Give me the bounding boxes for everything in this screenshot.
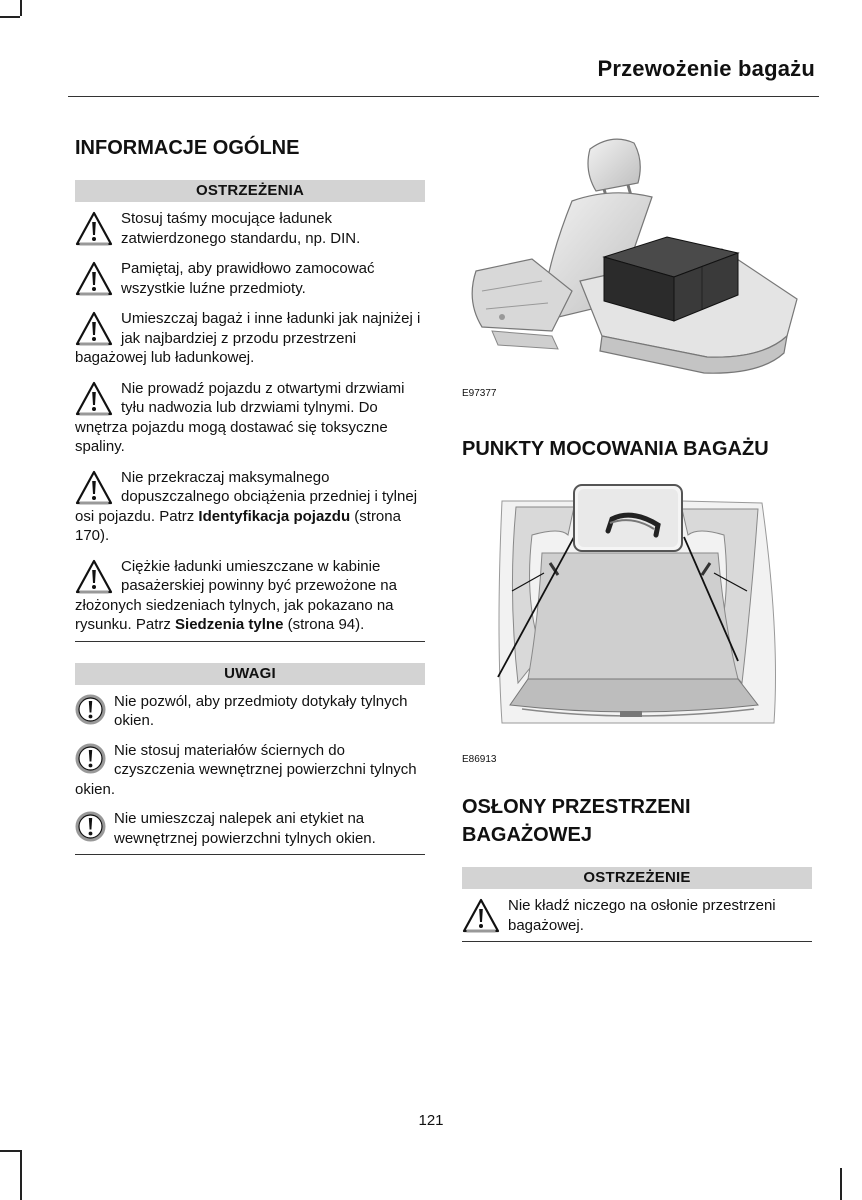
warning-triangle-icon: [75, 470, 113, 506]
right-column: [462, 131, 812, 942]
warning-text: Nie prowadź pojazdu z otwartymi drzwiami tyłu nadwozia lub drzwiami tylnymi. Do wnętrza pojazdu mogą dostawać się toksyczne spaliny.: [75, 379, 405, 455]
warning-item: [75, 259, 425, 298]
warning-triangle-icon: [75, 211, 113, 247]
warning-text-post: (strona 170).: [75, 507, 401, 544]
section-title-luggage-covers: OSŁONY PRZESTRZENI BAGAŻOWEJ: [462, 796, 691, 846]
figure-label: E86913: [462, 754, 497, 765]
crop-mark: [840, 1168, 842, 1200]
figure-luggage-anchor-points: [462, 483, 812, 766]
warning-triangle-icon: [462, 898, 500, 934]
warning-text-post: (strona 94).: [283, 616, 365, 633]
crop-mark: [0, 16, 20, 18]
warning-text: [75, 468, 425, 546]
notes-header: UWAGI: [75, 663, 425, 685]
cross-reference-link[interactable]: Identyfikacja pojazdu: [198, 507, 351, 525]
warning-header: OSTRZEŻENIE: [462, 867, 812, 889]
note-text: Nie umieszczaj nalepek ani etykiet na wewnętrznej powierzchni tylnych okien.: [114, 810, 376, 847]
title-rule: [68, 96, 819, 97]
warning-text: Umieszczaj bagaż i inne ładunki jak najniżej i jak najbardziej z przodu przestrzeni bagażowej lub ładunkowej.: [75, 310, 421, 366]
warning-item: [75, 379, 425, 457]
section-title-general: INFORMACJE OGÓLNE: [75, 137, 300, 159]
warning-text-pre: Nie przekraczaj maksymalnego dopuszczalnego obciążenia przedniej i tylnej osi pojazdu. Patrz: [75, 468, 418, 525]
cross-reference-link[interactable]: Siedzenia tylne: [175, 616, 284, 633]
note-item: [75, 692, 425, 731]
warning-item: [75, 468, 425, 546]
warning-box-covers: [462, 867, 812, 942]
warning-triangle-icon: [75, 559, 113, 595]
notes-box: [75, 663, 425, 856]
note-text: Nie pozwól, aby przedmioty dotykały tylnych okien.: [114, 692, 408, 729]
crop-mark: [0, 1150, 20, 1152]
exclamation-circle-icon: [75, 811, 106, 842]
folded-seat-with-load-illustration: [462, 131, 812, 379]
crop-mark: [20, 1150, 22, 1200]
warning-text: Pamiętaj, aby prawidłowo zamocować wszystkie luźne przedmioty.: [121, 260, 375, 297]
crop-mark: [20, 0, 22, 16]
figure-rear-seat-load: [462, 131, 812, 400]
note-item: [75, 809, 425, 848]
warnings-box: [75, 180, 425, 642]
warning-item: [75, 309, 425, 368]
warning-item: [75, 557, 425, 635]
warning-triangle-icon: [75, 381, 113, 417]
page-title: Przewożenie bagażu: [597, 56, 815, 81]
warning-triangle-icon: [75, 261, 113, 297]
warnings-header: OSTRZEŻENIA: [75, 180, 425, 202]
page-number: 121: [418, 1112, 444, 1129]
exclamation-circle-icon: [75, 743, 106, 774]
note-text: Nie stosuj materiałów ściernych do czyszczenia wewnętrznej powierzchni tylnych okien.: [75, 741, 417, 798]
warning-text: Stosuj taśmy mocujące ładunek zatwierdzonego standardu, np. DIN.: [121, 210, 361, 247]
warning-item: [462, 896, 812, 935]
figure-label: E97377: [462, 388, 497, 399]
warning-triangle-icon: [75, 311, 113, 347]
exclamation-circle-icon: [75, 694, 106, 725]
note-item: [75, 741, 425, 800]
warning-text: [75, 557, 425, 635]
section-title-anchor-points: PUNKTY MOCOWANIA BAGAŻU: [462, 438, 769, 460]
luggage-compartment-illustration: [462, 483, 812, 745]
warning-item: [75, 209, 425, 248]
warning-text: Nie kładź niczego na osłonie przestrzeni bagażowej.: [508, 897, 776, 934]
warning-text-pre: Ciężkie ładunki umieszczane w kabinie pasażerskiej powinny być przewożone na złożonych siedzeniach tylnych, jak pokazano na rysunku. Patrz: [75, 557, 397, 633]
left-column: [75, 131, 425, 855]
